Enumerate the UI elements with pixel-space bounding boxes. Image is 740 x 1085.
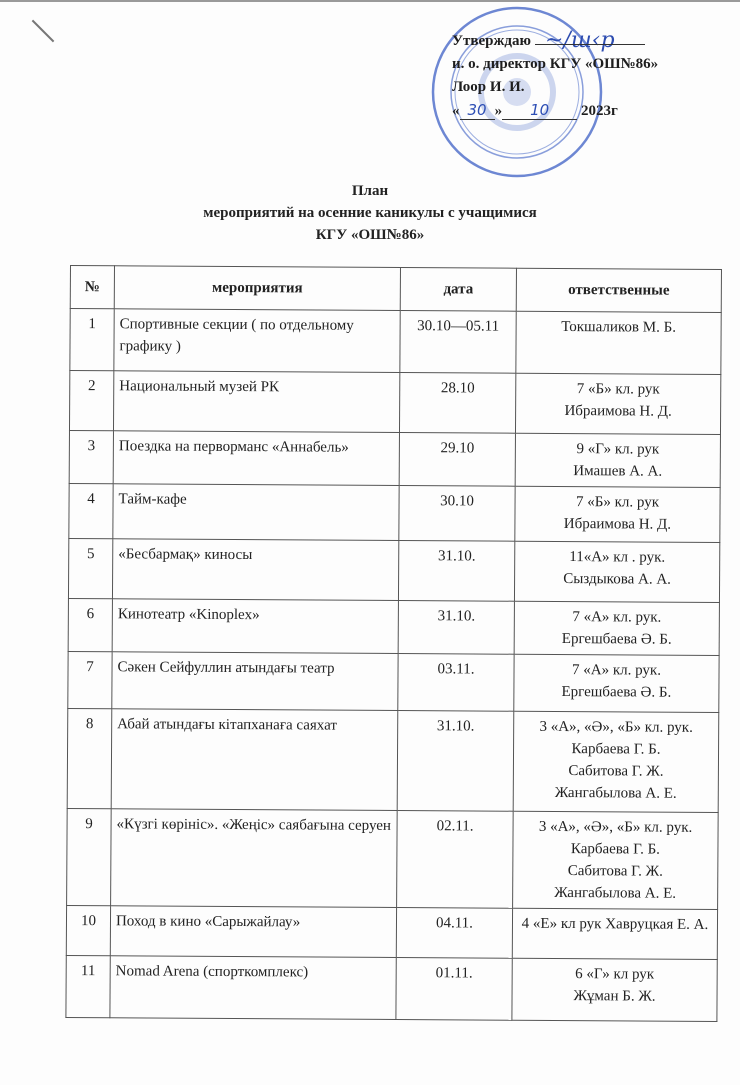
- table-row: [69, 430, 720, 487]
- title-line: мероприятий на осенние каникулы с учащимися: [203, 205, 537, 221]
- responsible-cell: [515, 373, 720, 434]
- event-name: Национальный музей РК: [113, 371, 399, 433]
- responsible-person: Карбаева Г. Б.: [571, 741, 661, 758]
- header-num: №: [70, 266, 114, 309]
- responsible-person: Сабитова Г. Ж.: [567, 863, 663, 880]
- responsible-person: Имашев А. А.: [573, 463, 663, 480]
- responsible-person: 9 «Г» кл. рук: [576, 441, 660, 458]
- responsible-person: 3 «А», «Ә», «Б» кл. рук.: [538, 818, 693, 836]
- row-number: 2: [69, 371, 113, 431]
- responsible-person: Жангабылова А. Е.: [554, 884, 677, 902]
- quote: «: [452, 103, 460, 119]
- row-number: 8: [67, 708, 112, 808]
- event-date: 31.10.: [398, 541, 514, 602]
- table-row: [68, 538, 719, 602]
- responsible-person: 4 «Е» кл рук Хавруцкая Е. А.: [521, 915, 709, 933]
- table-row: [67, 708, 719, 812]
- responsible-person: 6 «Г» кл рук: [575, 966, 655, 983]
- event-name: Сәкен Сейфуллин атындағы театр: [112, 652, 398, 711]
- responsible-person: Ибраимова Н. Д.: [564, 403, 672, 420]
- responsible-cell: [516, 311, 721, 374]
- responsible-person: Ергешбаева Ә. Б.: [561, 631, 672, 648]
- event-date: 03.11.: [398, 654, 514, 712]
- table-row: [67, 808, 719, 909]
- responsible-cell: [515, 486, 720, 542]
- event-date: 28.10: [399, 373, 515, 434]
- event-date: 31.10.: [398, 601, 514, 655]
- responsible-cell: [512, 958, 717, 1021]
- responsible-person: 7 «Б» кл. рук: [576, 494, 660, 511]
- responsible-person: Сабитова Г. Ж.: [568, 763, 664, 780]
- event-date: 30.10: [399, 486, 515, 542]
- row-number: 1: [70, 309, 114, 371]
- director-name: Лоор И. И.: [452, 79, 525, 95]
- event-name: Тайм-кафе: [113, 484, 399, 541]
- responsible-cell: [515, 433, 720, 487]
- signature: ~/ш‹р: [545, 28, 615, 53]
- row-number: 6: [68, 598, 112, 651]
- event-name: Поездка на перворманс «Аннабель»: [113, 431, 399, 486]
- responsible-person: Сыздыкова А. А.: [563, 571, 671, 588]
- table-header-row: [70, 266, 721, 313]
- title-line: КГУ «ОШ№86»: [315, 227, 425, 243]
- quote: »: [494, 103, 503, 119]
- responsible-cell: [513, 711, 719, 812]
- row-number: 11: [66, 955, 110, 1017]
- approval-day: 30: [460, 101, 495, 120]
- table-row: [66, 955, 717, 1021]
- approve-label: Утверждаю: [452, 33, 531, 49]
- document-title: [0, 180, 740, 246]
- approval-year: 2023г: [580, 103, 618, 119]
- responsible-person: Ергешбаева Ә. Б.: [561, 684, 672, 701]
- row-number: 9: [67, 808, 112, 905]
- table-row: [70, 309, 721, 375]
- event-name: Абай атындағы кітапханаға саяхат: [111, 709, 398, 811]
- table-row: [68, 598, 719, 655]
- responsible-person: 11«А» кл . рук.: [569, 549, 666, 566]
- responsible-person: 3 «А», «Ә», «Б» кл. рук.: [539, 718, 693, 736]
- event-date: 30.10—05.11: [400, 311, 516, 374]
- event-name: Поход в кино «Сарыжайлау»: [110, 906, 396, 958]
- event-name: «Бесбармақ» киносы: [112, 539, 398, 601]
- event-name: «Күзгі көрініс». «Жеңіс» саябағына серуен: [111, 809, 398, 908]
- responsible-cell: [512, 908, 717, 959]
- title-line: План: [351, 183, 389, 199]
- responsible-cell: [514, 541, 719, 602]
- row-number: 3: [69, 430, 113, 483]
- responsible-cell: [514, 654, 719, 712]
- table-row: [66, 905, 717, 959]
- staple-mark: [32, 20, 55, 43]
- event-date: 29.10: [399, 433, 515, 487]
- responsible-cell: [513, 811, 719, 909]
- responsible-person: Жұман Б. Ж.: [573, 988, 656, 1005]
- responsible-person: Токшаликов М. Б.: [561, 319, 677, 336]
- table-row: [68, 651, 719, 712]
- table-row: [69, 483, 720, 542]
- event-date: 31.10.: [397, 711, 514, 812]
- responsible-person: Жангабылова А. Е.: [554, 784, 677, 802]
- approval-month: 10: [502, 101, 577, 120]
- responsible-person: 7 «Б» кл. рук: [576, 381, 660, 398]
- row-number: 5: [68, 538, 112, 598]
- row-number: 4: [69, 483, 113, 538]
- event-name: Кинотеатр «Kinoplex»: [112, 599, 398, 654]
- header-event: мероприятия: [114, 266, 400, 311]
- responsible-person: Ибраимова Н. Д.: [563, 516, 672, 533]
- approval-block: [452, 30, 658, 123]
- row-number: 7: [68, 651, 112, 708]
- director-position: и. о. директор КГУ «ОШ№86»: [452, 56, 659, 72]
- responsible-person: 7 «А» кл. рук.: [572, 609, 662, 626]
- event-date: 04.11.: [396, 908, 512, 959]
- events-table: [65, 265, 722, 1022]
- responsible-person: 7 «А» кл. рук.: [572, 662, 662, 679]
- event-date: 01.11.: [396, 958, 512, 1021]
- responsible-cell: [514, 601, 719, 655]
- scan-edge: [0, 0, 740, 2]
- header-responsible: ответственные: [516, 268, 721, 312]
- event-name: Nomad Arena (спорткомплекс): [110, 956, 396, 1020]
- row-number: 10: [66, 905, 110, 955]
- header-date: дата: [400, 268, 516, 312]
- event-name: Спортивные секции ( по отдельному графику ): [114, 309, 400, 373]
- responsible-person: Карбаева Г. Б.: [570, 841, 661, 858]
- event-date: 02.11.: [397, 811, 514, 909]
- table-row: [69, 371, 720, 435]
- approval-date: [452, 99, 658, 123]
